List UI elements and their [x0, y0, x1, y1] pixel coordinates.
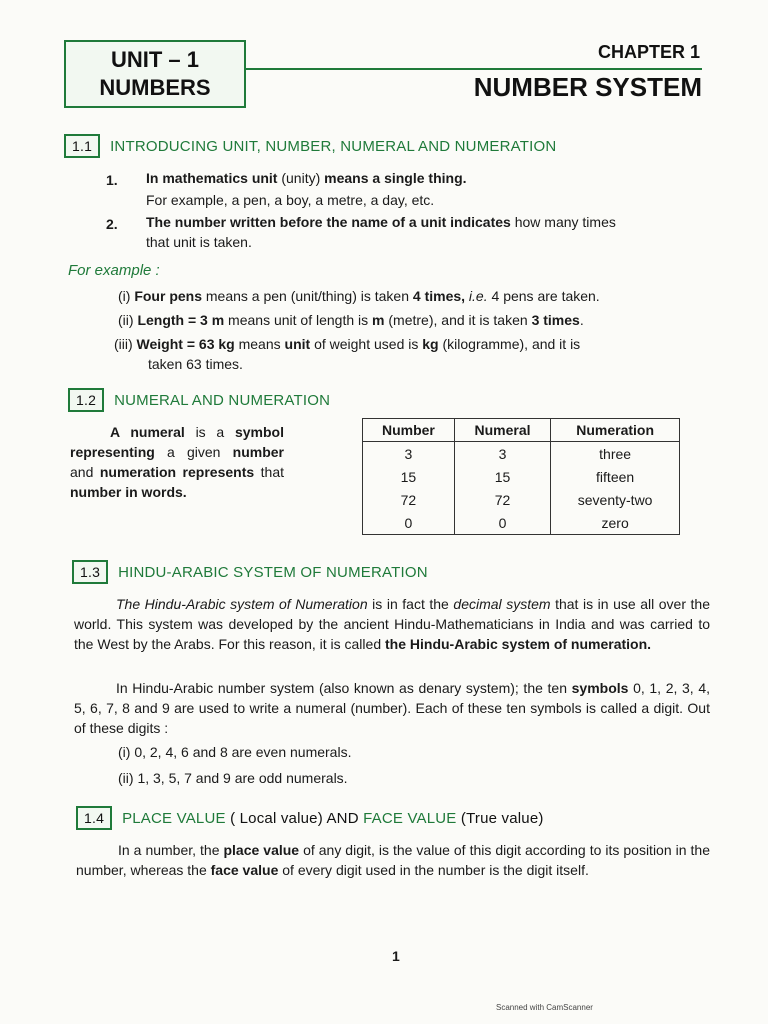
- bold-text: number: [232, 444, 284, 460]
- list-item-1: [146, 168, 467, 188]
- title-part: (True value): [456, 809, 544, 827]
- text: (metre), and it is taken: [384, 312, 532, 328]
- bold-text: symbol representing: [70, 424, 284, 460]
- section-number: 1.1: [64, 134, 100, 158]
- text: (unity): [277, 170, 325, 186]
- section-1-4-heading: [76, 806, 544, 830]
- table-row: [363, 465, 680, 488]
- text: how many times: [510, 214, 616, 230]
- example-3: [114, 334, 580, 354]
- table-row: [363, 488, 680, 511]
- italic-text: i.e.: [465, 288, 488, 304]
- table-cell: 0: [454, 511, 550, 535]
- text: 0, 1, 2, 3, 4, 5, 6, 7, 8 and 9 are used to write a numeral (number). Each of these ten symbols is called a digit. Out of these digits :: [74, 680, 710, 736]
- table-cell: 15: [454, 465, 550, 488]
- section-1-1-heading: [64, 134, 556, 158]
- example-label: (ii): [118, 312, 134, 328]
- bold-text: unit: [284, 336, 311, 352]
- text: means a pen (unit/thing) is taken: [202, 288, 413, 304]
- bold-text: m: [372, 312, 385, 328]
- page-number: 1: [392, 948, 400, 964]
- text: is in fact the: [367, 596, 454, 612]
- for-example-label: For example :: [68, 262, 160, 279]
- list-item-1-line2: For example, a pen, a boy, a metre, a day, etc.: [146, 192, 435, 208]
- section-1-3-heading: [72, 560, 428, 584]
- numeral-definition: [70, 422, 284, 502]
- chapter-title: NUMBER SYSTEM: [473, 72, 702, 102]
- bold-text: kg: [422, 336, 439, 352]
- bold-text: number in words.: [70, 484, 187, 500]
- table-header: Number: [363, 419, 455, 442]
- scanner-watermark: Scanned with CamScanner: [496, 1003, 593, 1012]
- table-row: [363, 442, 680, 466]
- bold-text: 4 times,: [412, 288, 466, 304]
- bold-text: Weight = 63 kg: [136, 336, 235, 352]
- bold-text: place value: [223, 842, 300, 858]
- text: is a: [184, 424, 235, 440]
- example-label: (iii): [114, 336, 133, 352]
- hindu-arabic-paragraph-2: [74, 678, 710, 738]
- bold-text: numeration represents: [99, 464, 255, 480]
- example-3-line2: taken 63 times.: [148, 356, 243, 372]
- table-cell: zero: [551, 511, 680, 535]
- section-title: NUMERAL AND NUMERATION: [114, 391, 331, 409]
- item-text: 1, 3, 5, 7 and 9 are odd numerals.: [137, 770, 348, 786]
- table-cell: fifteen: [551, 465, 680, 488]
- text: .: [579, 312, 584, 328]
- list-number: 1.: [106, 172, 118, 188]
- bold-text: symbols: [571, 680, 629, 696]
- list-item-2: [146, 212, 616, 232]
- example-label: (i): [118, 288, 131, 304]
- item-label: (ii): [118, 770, 134, 786]
- item-text: 0, 2, 4, 6 and 8 are even numerals.: [134, 744, 352, 760]
- text: a given: [154, 444, 233, 460]
- italic-text: The Hindu-Arabic system of Numeration: [116, 596, 368, 612]
- table-cell: three: [551, 442, 680, 466]
- list-number: 2.: [106, 216, 118, 232]
- numeration-table: [362, 418, 680, 535]
- table-cell: 72: [363, 488, 455, 511]
- text: means: [234, 336, 285, 352]
- unit-subject: NUMBERS: [99, 75, 211, 100]
- section-title: INTRODUCING UNIT, NUMBER, NUMERAL AND NUMERATION: [110, 137, 557, 155]
- list-item-2-line2: that unit is taken.: [146, 234, 252, 250]
- text: of any digit, is the value of this digit according to its position in the number, whereas the: [76, 842, 710, 878]
- bold-text: the Hindu-Arabic system of numeration.: [385, 636, 652, 652]
- table-header: Numeral: [454, 419, 550, 442]
- bold-text: In mathematics unit: [146, 170, 278, 186]
- digits-list-item-2: [118, 768, 348, 788]
- bold-text: means a single thing.: [324, 170, 467, 186]
- title-part: ( Local value) AND: [225, 809, 364, 827]
- item-label: (i): [118, 744, 131, 760]
- unit-label: UNIT – 1: [110, 47, 200, 72]
- text: In a number, the: [118, 842, 224, 858]
- table-cell: seventy-two: [551, 488, 680, 511]
- table-header: Numeration: [551, 419, 680, 442]
- section-number: 1.4: [76, 806, 112, 830]
- bold-text: 3 times: [531, 312, 580, 328]
- table-header-row: [363, 419, 680, 442]
- bold-text: face value: [210, 862, 279, 878]
- text: 4 pens are taken.: [487, 288, 600, 304]
- table-row: [363, 511, 680, 535]
- italic-text: decimal system: [453, 596, 551, 612]
- title-part: PLACE VALUE: [122, 809, 226, 827]
- section-title: [122, 810, 544, 827]
- title-part: FACE VALUE: [363, 809, 457, 827]
- hindu-arabic-paragraph-1: [74, 594, 710, 654]
- place-value-paragraph: [76, 840, 710, 880]
- table-cell: 0: [363, 511, 455, 535]
- table-cell: 3: [363, 442, 455, 466]
- section-title: HINDU-ARABIC SYSTEM OF NUMERATION: [118, 563, 428, 581]
- text: of weight used is: [310, 336, 423, 352]
- header-rule: [244, 68, 702, 70]
- text: (kilogramme), and it is: [438, 336, 581, 352]
- text: that: [254, 464, 284, 480]
- section-number: 1.3: [72, 560, 108, 584]
- text: In Hindu-Arabic number system (also known as denary system); the ten: [116, 680, 572, 696]
- section-1-2-heading: [68, 388, 330, 412]
- bold-text: Four pens: [134, 288, 202, 304]
- bold-text: The number written before the name of a unit indicates: [146, 214, 511, 230]
- table-cell: 15: [363, 465, 455, 488]
- bold-text: A numeral: [110, 424, 185, 440]
- table-cell: 3: [454, 442, 550, 466]
- section-number: 1.2: [68, 388, 104, 412]
- unit-box: [64, 40, 246, 108]
- text: of every digit used in the number is the digit itself.: [278, 862, 589, 878]
- chapter-label: CHAPTER 1: [597, 42, 700, 62]
- example-2: [118, 310, 584, 330]
- text: and: [70, 464, 100, 480]
- text: means unit of length is: [224, 312, 373, 328]
- bold-text: Length = 3 m: [137, 312, 225, 328]
- text: that is in use all over the world. This system was developed by the ancient Hindu-Mathematicians in India and was carried to the West by the Arabs. For this reason, it is called: [74, 596, 711, 652]
- table-cell: 72: [454, 488, 550, 511]
- digits-list-item-1: [118, 742, 351, 762]
- example-1: [118, 286, 600, 306]
